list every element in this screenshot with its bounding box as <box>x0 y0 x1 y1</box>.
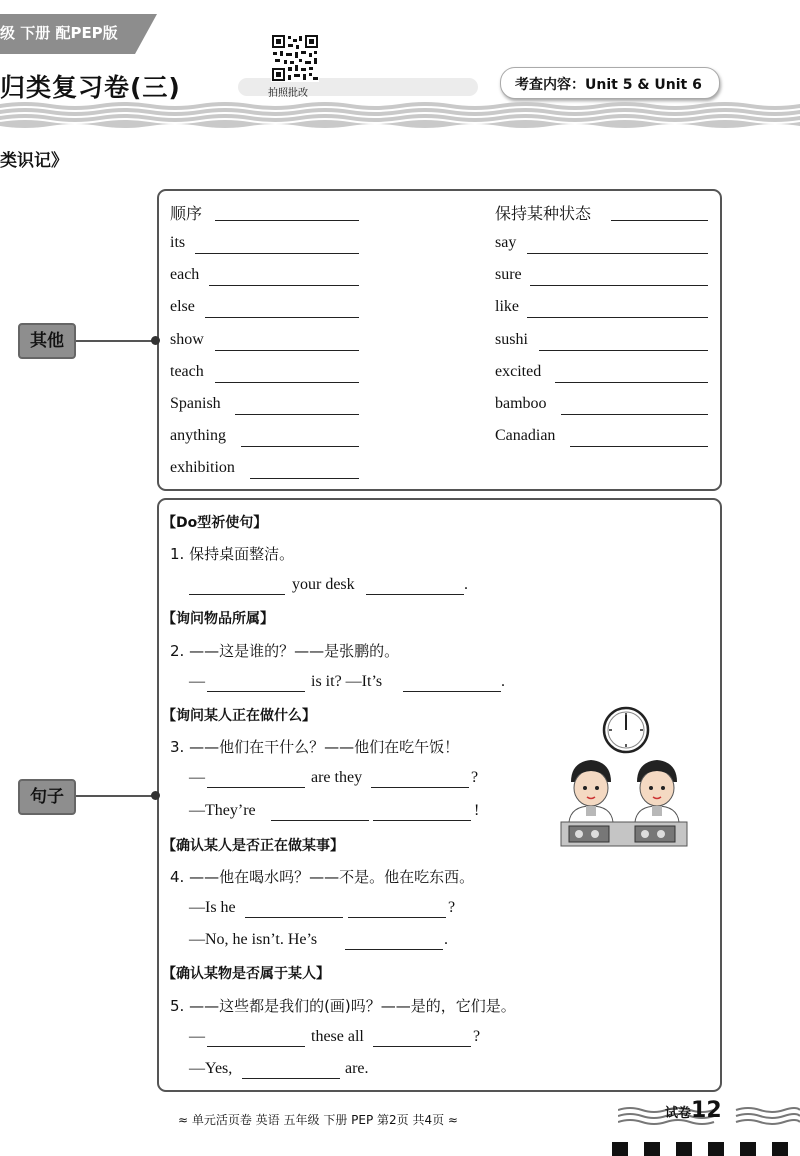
question: 2. ——这是谁的？——是张鹏的。 <box>170 642 400 660</box>
answer-text: is it? —It’s <box>311 673 383 690</box>
answer-blank[interactable] <box>373 1046 471 1047</box>
qr-code-icon[interactable] <box>271 34 319 82</box>
category-label: 【确认某物是否属于某人】 <box>162 966 330 982</box>
vocab-word: excited <box>495 363 542 380</box>
registration-mark <box>644 1142 660 1156</box>
tag-other: 其他 <box>18 323 76 359</box>
lunch-illustration <box>557 706 689 850</box>
category-label: 【询问某人正在做什么】 <box>162 708 316 724</box>
answer-blank[interactable] <box>215 382 359 383</box>
answer-text: ? <box>471 769 479 786</box>
answer-text: — <box>189 769 205 786</box>
answer-text: . <box>444 931 448 948</box>
answer-text: are. <box>345 1060 369 1077</box>
vocab-word: Canadian <box>495 427 556 444</box>
boy-left-icon <box>569 760 613 822</box>
answer-blank[interactable] <box>241 446 359 447</box>
answer-blank[interactable] <box>207 1046 305 1047</box>
answer-text: your desk <box>292 576 355 593</box>
answer-blank[interactable] <box>570 446 708 447</box>
answer-blank[interactable] <box>250 478 359 479</box>
vocab-word: exhibition <box>170 459 235 476</box>
answer-blank[interactable] <box>215 220 359 221</box>
connector-dot <box>151 791 160 800</box>
answer-text: —Is he <box>189 899 236 916</box>
connector-other <box>74 340 154 342</box>
answer-blank[interactable] <box>611 220 708 221</box>
registration-mark <box>612 1142 628 1156</box>
vocab-word: sure <box>495 266 522 283</box>
vocab-word: 顺序 <box>170 206 203 223</box>
answer-blank[interactable] <box>348 917 446 918</box>
answer-blank[interactable] <box>527 317 708 318</box>
vocab-word: sushi <box>495 331 528 348</box>
answer-blank[interactable] <box>371 787 469 788</box>
section-heading: 类识记》 <box>0 151 68 171</box>
wave-divider <box>0 100 800 140</box>
answer-text: . <box>464 576 468 593</box>
page-badge-number: 12 <box>691 1098 722 1123</box>
answer-blank[interactable] <box>530 285 708 286</box>
connector-dot <box>151 336 160 345</box>
page-badge <box>665 1098 722 1123</box>
vocab-word: Spanish <box>170 395 221 412</box>
vocab-word: each <box>170 266 200 283</box>
answer-text: —Yes, <box>189 1060 233 1077</box>
answer-blank[interactable] <box>403 691 501 692</box>
registration-mark <box>740 1142 756 1156</box>
content-scope: 考查内容：Unit 5 & Unit 6 <box>515 77 702 93</box>
vocab-word: anything <box>170 427 226 444</box>
question: 5. ——这些都是我们的(画)吗？——是的，它们是。 <box>170 997 516 1015</box>
page-badge-label: 试卷 <box>665 1106 692 1121</box>
question: 1. 保持桌面整洁。 <box>170 545 295 563</box>
answer-text: ? <box>473 1028 481 1045</box>
answer-text: —No, he isn’t. He’s <box>189 931 318 948</box>
vocab-word: show <box>170 331 204 348</box>
answer-blank[interactable] <box>539 350 708 351</box>
grade-tag: 级 下册 配PEP版 <box>0 24 118 42</box>
answer-blank[interactable] <box>215 350 359 351</box>
answer-blank[interactable] <box>195 253 359 254</box>
registration-mark <box>676 1142 692 1156</box>
answer-blank[interactable] <box>555 382 708 383</box>
vocab-word: 保持某种状态 <box>495 206 592 223</box>
registration-mark <box>772 1142 788 1156</box>
answer-blank[interactable] <box>271 820 369 821</box>
answer-blank[interactable] <box>189 594 285 595</box>
category-label: 【确认某人是否正在做某事】 <box>162 838 344 854</box>
registration-mark <box>708 1142 724 1156</box>
answer-blank[interactable] <box>242 1078 340 1079</box>
footer-info: ≈ 单元活页卷 英语 五年级 下册 PEP 第2页 共4页 ≈ <box>178 1113 458 1127</box>
boy-right-icon <box>635 760 679 822</box>
vocab-word: its <box>170 234 186 251</box>
answer-blank[interactable] <box>527 253 708 254</box>
vocab-word: bamboo <box>495 395 547 412</box>
answer-blank[interactable] <box>207 787 305 788</box>
answer-blank[interactable] <box>209 285 359 286</box>
answer-blank[interactable] <box>235 414 359 415</box>
vocab-word: say <box>495 234 517 251</box>
answer-text: ! <box>474 802 480 819</box>
qr-label: 拍照批改 <box>268 88 308 99</box>
category-label: 【Do型祈使句】 <box>162 515 268 531</box>
vocab-word: like <box>495 298 519 315</box>
vocab-word: teach <box>170 363 204 380</box>
answer-blank[interactable] <box>205 317 359 318</box>
answer-blank[interactable] <box>207 691 305 692</box>
lunch-tray-icon <box>561 822 687 846</box>
answer-text: —They’re <box>189 802 256 819</box>
answer-text: are they <box>311 769 363 786</box>
question: 4. ——他在喝水吗？——不是。他在吃东西。 <box>170 868 475 886</box>
category-label: 【询问物品所属】 <box>162 611 274 627</box>
question: 3. ——他们在干什么？——他们在吃午饭！ <box>170 738 460 756</box>
answer-text: ? <box>448 899 456 916</box>
answer-text: — <box>189 673 205 690</box>
answer-blank[interactable] <box>345 949 443 950</box>
answer-text: — <box>189 1028 205 1045</box>
answer-text: . <box>501 673 505 690</box>
answer-blank[interactable] <box>373 820 471 821</box>
tag-sentence: 句子 <box>18 779 76 815</box>
answer-blank[interactable] <box>245 917 343 918</box>
answer-blank[interactable] <box>561 414 708 415</box>
answer-blank[interactable] <box>366 594 464 595</box>
page-title: 归类复习卷(三) <box>0 73 181 102</box>
clock-icon <box>604 708 648 752</box>
vocab-word: else <box>170 298 195 315</box>
connector-sentence <box>74 795 154 797</box>
answer-text: these all <box>311 1028 364 1045</box>
